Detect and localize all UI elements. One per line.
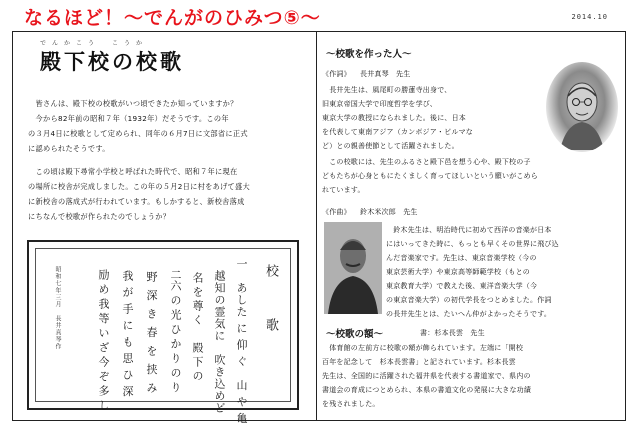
composer-name: 鈴木米次郎 先生 bbox=[360, 208, 418, 216]
lyricist-name: 長井真琴 先生 bbox=[360, 70, 411, 78]
frame-text-4: 書道会の育成につとめられ、本県の書道文化の発展に大きな功績 bbox=[322, 386, 532, 394]
page-title: なるほど！～でんがのひみつ⑤～ bbox=[24, 7, 321, 29]
calligraphy-inner-border bbox=[35, 248, 291, 402]
composer-text-5: 東京教育大学）で教えた後、東洋音楽大学（今 bbox=[386, 282, 538, 290]
calligraphy-verse-2: 越知の霊気に 吹き込めど bbox=[213, 258, 226, 414]
calligraphy-heading: 校 歌 bbox=[263, 264, 278, 345]
lyricist-role: 《作詞》 bbox=[322, 70, 351, 78]
lyricist-text-1: 長井先生は、風尾町の勝蓮寺出身で、 bbox=[322, 86, 452, 94]
para2-line2: の場所に校舎が完成しました。この年の５月2日に村をあげて盛大 bbox=[28, 182, 251, 191]
lyricist-text-4: を代表して東南アジア（カンボジア・ビルマな bbox=[322, 128, 473, 136]
calligraphy-verse-6: 我 が 手 に も 思 ひ 深 bbox=[121, 258, 134, 398]
para1-line2: 今から82年前の昭和７年（1932年）だそうです。この年 bbox=[28, 114, 229, 123]
calligraphy-verse-3: 名を尊く 殿下の bbox=[191, 258, 204, 384]
lyricist-text-6: この校歌には、先生のふるさと殿下邑を想う心や、殿下校の子 bbox=[322, 158, 531, 166]
column-divider bbox=[316, 31, 317, 421]
lyricist-text-3: 東京大学の教授になられました。後に、日本 bbox=[322, 114, 466, 122]
lyricist-portrait-sketch bbox=[546, 62, 618, 152]
issue-date: 2014.10 bbox=[571, 13, 608, 21]
section-frame-title: ～校歌の額～ bbox=[326, 329, 384, 340]
composer-text-2: にはいってきた時に、もっとも早くその世界に飛び込 bbox=[386, 240, 559, 248]
page-header bbox=[0, 0, 640, 30]
para1-line4: に認められたそうです。 bbox=[28, 144, 110, 153]
calligraphy-verse-1: 一 あした に 仰 ぐ 山 や 亀 bbox=[235, 258, 248, 425]
school-song-calligraphy bbox=[27, 240, 299, 425]
composer-text-4: 東京芸術大学）や東京高等師範学校（もとの bbox=[386, 268, 530, 276]
section-lyricist-title: ～校歌を作った人～ bbox=[326, 49, 412, 60]
composer-text-7: の長井先生とは、たいへん仲がよかったそうです。 bbox=[386, 310, 552, 318]
lyricist-text-7: どもたちが心身ともにたくましく育ってほしいという願いがこめら bbox=[322, 172, 538, 180]
frame-text-3: 先生は、全国的に活躍された福井県を代表する書道家で、県内の bbox=[322, 372, 531, 380]
calligraphy-verse-4: 二六 の 光 ひ か り の り bbox=[169, 258, 182, 393]
section-title: 殿下校の校歌 bbox=[40, 49, 184, 74]
para1-line1: 皆さんは、殿下校の校歌がいつ頃できたか知っていますか？ bbox=[28, 99, 238, 108]
composer-text-6: の東京音楽大学）の初代学長をつとめました。作詞 bbox=[386, 296, 552, 304]
frame-caption: 書：杉本長雲 先生 bbox=[420, 329, 485, 337]
composer-text-1: 鈴木先生は、明治時代に初めて西洋の音楽が日本 bbox=[386, 226, 552, 234]
lyricist-text-8: れています。 bbox=[322, 186, 365, 194]
composer-portrait bbox=[324, 222, 382, 314]
para2-line4: にちなんで校歌が作られたのでしょうか？ bbox=[28, 212, 171, 221]
calligraphy-verse-5: 野 深 き 春 を 挟 み bbox=[145, 258, 158, 395]
title-ruby: でんかこう こうか bbox=[40, 40, 149, 47]
para2-line1: この頃は殿下尋常小学校と呼ばれた時代で、昭和７年に現在 bbox=[28, 167, 238, 176]
lyricist-text-5: ど）との親善使節として活躍されました。 bbox=[322, 142, 459, 150]
frame-text-2: 百年を記念して 杉本長雲書」と記されています。杉本長雲 bbox=[322, 358, 516, 366]
composer-text-3: んだ音楽家です。先生は、東京音楽学校（今の bbox=[386, 254, 537, 262]
composer-role: 《作曲》 bbox=[322, 208, 351, 216]
para1-line3: の３月4日に校歌として定められ、同年の６月7日に文部省に正式 bbox=[28, 129, 248, 138]
calligraphy-verse-7: 励 め 我 等 い ざ 今 ぞ 多 し bbox=[97, 258, 110, 411]
lyricist-text-2: 旧東京帝国大学で印度哲学を学び、 bbox=[322, 100, 437, 108]
calligraphy-signature: 昭和七年三月 長井真琴作 bbox=[54, 266, 61, 350]
frame-text-5: を残されました。 bbox=[322, 400, 380, 408]
frame-text-1: 体育館の左前方に校歌の額が飾られています。左端に「開校 bbox=[322, 344, 524, 352]
lyricist-portrait bbox=[546, 62, 618, 152]
para2-line3: に新校舎の落成式が行われています。もしかすると、新校舎落成 bbox=[28, 197, 245, 206]
composer-portrait-sketch bbox=[324, 222, 382, 314]
